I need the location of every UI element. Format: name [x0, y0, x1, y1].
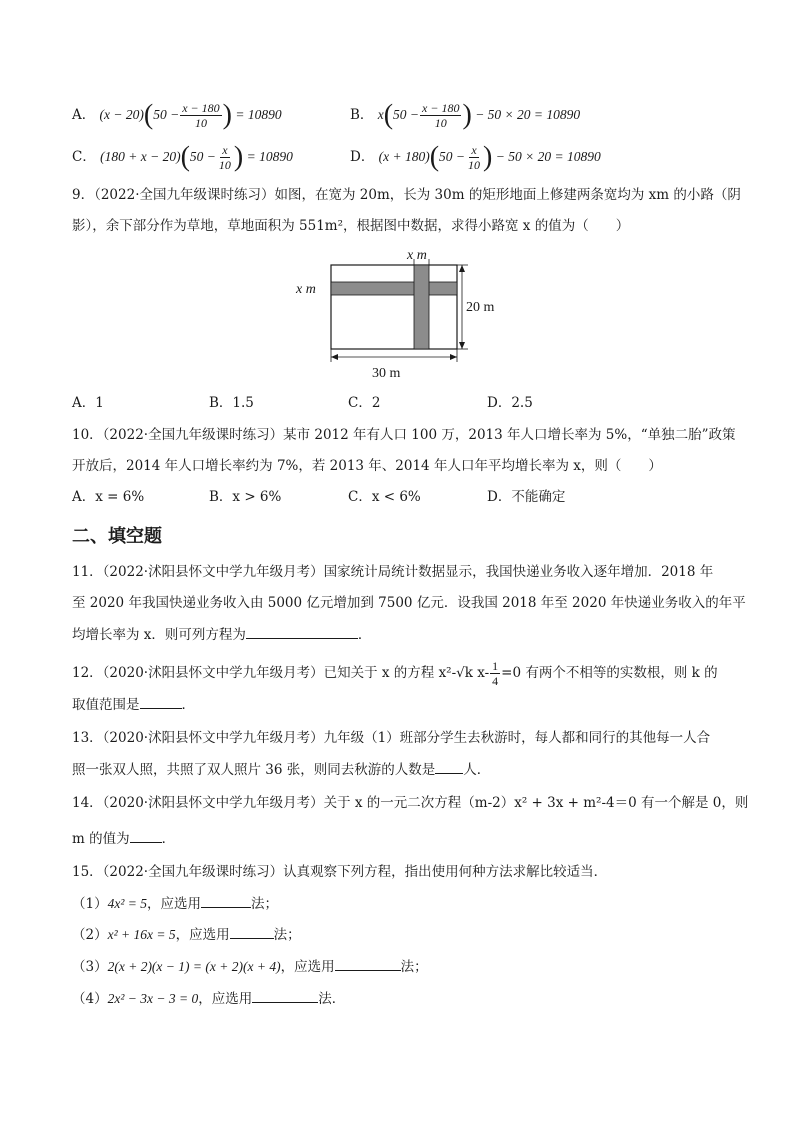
- label-right: 20 m: [466, 300, 495, 315]
- item-label: （3）: [72, 959, 108, 975]
- item-label: （4）: [72, 991, 108, 1007]
- q13-end: 人．: [463, 762, 491, 778]
- fraction-numerator: x − 180: [182, 101, 220, 115]
- q15-item-2: [72, 924, 301, 945]
- answer-blank[interactable]: [435, 759, 463, 774]
- q9-stem-line1: 9．（2022·全国九年级课时练习）如图，在宽为 20m，长为 30m 的矩形地面上修建两条宽均为 xm 的小路（阴: [72, 187, 741, 203]
- q12-text-a: 12．（2020·沭阳县怀文中学九年级月考）已知关于 x 的方程 x²-√k x-: [72, 665, 490, 681]
- option-letter: A．: [72, 107, 96, 123]
- q8-option-b: B． x(50 − $\frac{x - 180}{10}$ ) − 50 × 20 = 10890: [350, 99, 581, 131]
- q14-end: ．: [161, 831, 176, 847]
- option-mid: 50 −: [153, 107, 180, 122]
- q13-text: 照一张双人照，共照了双人照片 36 张，则同去秋游的人数是: [72, 762, 436, 778]
- q8-option-c: C． (180 + x − 20)(50 − $\frac{x}{10}$ ) = 10890: [72, 141, 293, 173]
- q10-option-b: B．x > 6%: [209, 489, 282, 505]
- bottom-arrow-right: [450, 354, 457, 360]
- item-label: （2）: [72, 927, 108, 943]
- q12-stem-line2: [72, 694, 195, 715]
- fraction-denominator: 10: [434, 116, 447, 130]
- fraction-numerator: x: [471, 143, 477, 157]
- option-pre: (x + 180): [378, 149, 430, 164]
- q11-end: ．: [357, 627, 372, 643]
- fraction-denominator: 10: [194, 116, 207, 130]
- q9-option-b: B．1.5: [209, 395, 254, 411]
- fraction-denominator: 10: [218, 158, 231, 172]
- answer-blank[interactable]: [140, 694, 182, 709]
- q15-stem: 15．（2022·全国九年级课时练习）认真观察下列方程，指出使用何种方法求解比较适当．: [72, 864, 608, 880]
- item-label: （1）: [72, 896, 108, 912]
- option-pre: x: [377, 107, 384, 122]
- item-mid: ，应选用: [175, 927, 230, 943]
- option-mid: 50 −: [439, 149, 466, 164]
- answer-blank[interactable]: [335, 956, 401, 971]
- right-arrow-down: [459, 342, 465, 349]
- fraction-denominator: 10: [468, 158, 481, 172]
- answer-blank[interactable]: [252, 988, 318, 1003]
- q15-item-1: [72, 893, 278, 914]
- q13-stem-line1: 13．（2020·沭阳县怀文中学九年级月考）九年级（1）班部分学生去秋游时，每人都和同行的其他每一人合: [72, 730, 711, 746]
- q12-text: 取值范围是: [72, 697, 140, 713]
- item-end: 法；: [251, 896, 278, 912]
- item-mid: ，应选用: [198, 991, 253, 1007]
- fraction: [217, 143, 233, 172]
- option-post: = 10890: [243, 149, 293, 164]
- option-mid: 50 −: [393, 107, 420, 122]
- q9-option-c: C．2: [348, 395, 381, 411]
- item-equation: 2x² − 3x − 3 = 0: [107, 991, 199, 1006]
- q10-stem-line1: 10．（2022·全国九年级课时练习）某市 2012 年有人口 100 万，2013 年人口增长率为 5%，“单独二胎”政策: [72, 427, 736, 443]
- field-rectangle: [331, 265, 457, 349]
- q10-option-c: C．x < 6%: [348, 489, 421, 505]
- fraction: [420, 101, 461, 130]
- option-pre: (x − 20): [99, 107, 144, 122]
- q10-option-d: D．不能确定: [487, 489, 566, 505]
- q9-option-a: A．1: [72, 395, 104, 411]
- answer-blank[interactable]: [201, 893, 251, 908]
- q10-stem-line2: 开放后，2014 年人口增长率约为 7%，若 2013 年、2014 年人口年平均增长率为 x，则（ ）: [72, 458, 662, 474]
- fraction: [466, 143, 482, 172]
- answer-blank[interactable]: [246, 624, 358, 639]
- option-letter: C．: [72, 149, 96, 165]
- fraction: [490, 659, 500, 688]
- answer-blank[interactable]: [130, 828, 162, 843]
- q11-stem-line1: 11．（2022·沭阳县怀文中学九年级月考）国家统计局统计数据显示，我国快递业务收入逐年增加．2018 年: [72, 564, 714, 580]
- item-mid: ，应选用: [280, 959, 335, 975]
- q11-text: 均增长率为 x．则可列方程为: [72, 627, 246, 643]
- fraction-numerator: x: [222, 143, 228, 157]
- q14-text: m 的值为: [72, 831, 130, 847]
- option-post: − 50 × 20 = 10890: [471, 107, 581, 122]
- bottom-arrow-left: [331, 354, 338, 360]
- item-equation: x² + 16x = 5: [107, 927, 176, 942]
- q10-option-a: A．x = 6%: [72, 489, 145, 505]
- q9-figure: [290, 245, 510, 385]
- answer-blank[interactable]: [230, 924, 274, 939]
- q12-stem-line1: [72, 659, 718, 688]
- right-arrow-up: [459, 265, 465, 272]
- item-mid: ，应选用: [147, 896, 201, 912]
- fraction: [180, 101, 221, 130]
- option-mid: 50 −: [189, 149, 216, 164]
- q13-stem-line2: [72, 759, 490, 780]
- q11-stem-line3: [72, 624, 371, 645]
- option-letter: B．: [350, 107, 374, 123]
- q14-stem-line1: 14．（2020·沭阳县怀文中学九年级月考）关于 x 的一元二次方程（m-2）x² + 3x + m²-4＝0 有一个解是 0，则: [72, 795, 749, 811]
- label-top: x m: [407, 248, 427, 263]
- option-post: = 10890: [231, 107, 282, 122]
- q8-option-d: D． (x + 180)(50 − $\frac{x}{10}$ ) − 50 × 20 = 10890: [350, 141, 601, 173]
- option-post: − 50 × 20 = 10890: [492, 149, 601, 164]
- q9-option-d: D．2.5: [487, 395, 533, 411]
- option-letter: D．: [350, 149, 375, 165]
- item-end: 法；: [273, 927, 301, 943]
- q15-item-4: [72, 988, 345, 1009]
- q9-stem-line2: 影），余下部分作为草地，草地面积为 551m²，根据图中数据，求得小路宽 x 的值为（ ）: [72, 218, 630, 234]
- fraction-denominator: 4: [492, 674, 499, 688]
- q14-stem-line2: [72, 828, 175, 849]
- q11-stem-line2: 至 2020 年我国快递业务收入由 5000 亿元增加到 7500 亿元．设我国 2018 年至 2020 年快递业务收入的年平: [72, 595, 746, 611]
- fraction-numerator: x − 180: [422, 101, 460, 115]
- section-heading: 二、填空题: [72, 526, 162, 547]
- item-equation: 4x² = 5: [107, 896, 147, 911]
- q12-end: ．: [181, 697, 195, 713]
- item-end: 法．: [318, 991, 346, 1007]
- label-bottom: 30 m: [372, 366, 401, 381]
- fraction-numerator: 1: [492, 659, 499, 673]
- q12-text-b: =0 有两个不相等的实数根，则 k 的: [501, 665, 718, 681]
- q15-item-3: [72, 956, 428, 977]
- item-end: 法；: [400, 959, 428, 975]
- item-equation: 2(x + 2)(x − 1) = (x + 2)(x + 4): [107, 959, 281, 974]
- option-pre: (180 + x − 20): [100, 149, 181, 164]
- q8-option-a: A． (x − 20)(50 − $\frac{x - 180}{10}$ ) = 10890: [72, 99, 282, 131]
- horizontal-path: [331, 282, 457, 295]
- vertical-path: [414, 265, 429, 349]
- label-left: x m: [296, 282, 316, 297]
